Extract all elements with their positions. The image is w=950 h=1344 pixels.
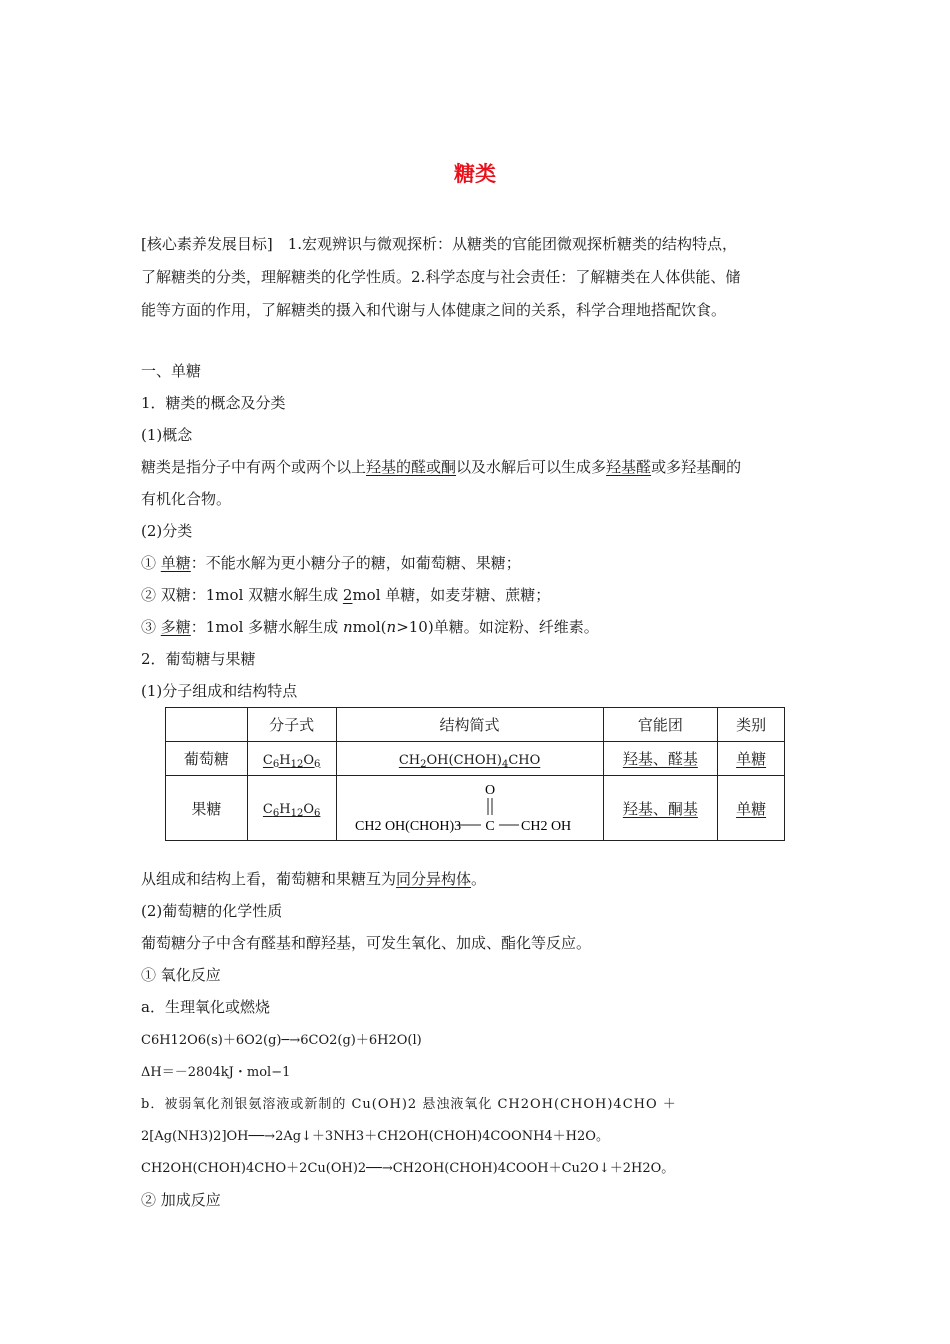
concept-answer-2: 羟基醛 (606, 458, 652, 476)
table-cell-type (718, 742, 785, 776)
table-cell-formula: $C_6H_{12}O_6$ (247, 776, 336, 841)
silver-mirror-equation: 2[Ag(NH3)2]OH──→2Ag↓＋3NH3＋CH2OH(CHOH)4COONH4＋H2O。 (141, 1129, 609, 1144)
combustion-equation: C6H12O6(s)＋6O2(g)─→6CO2(g)＋6H2O(l) (141, 1033, 422, 1048)
concept-text-part: 以及水解后可以生成多 (456, 458, 607, 476)
concept-text (141, 456, 741, 477)
copper-hydroxide-equation: CH2OH(CHOH)4CHO＋2Cu(OH)2──→CH2OH(CHOH)4COOH＋Cu2O↓＋2H2O。 (141, 1161, 675, 1176)
table-header-cell: 分子式 (247, 708, 336, 742)
class-item-part: mol( (352, 618, 387, 636)
class-answer: 多糖 (160, 618, 191, 636)
class-item-part: ① (141, 554, 161, 572)
table-cell-name: 葡萄糖 (166, 742, 248, 776)
groups-answer: 羟基、醛基 (622, 750, 698, 768)
classification-heading: (2)分类 (141, 522, 193, 540)
enthalpy-value: ΔH＝－2804kJ・mol−1 (141, 1065, 291, 1080)
concept-text-line-2: 有机化合物。 (141, 490, 232, 508)
oxidation-item-b-line-1: b．被弱氧化剂银氨溶液或新制的 Cu(OH)2 悬浊液氧化 CH2OH(CHOH)4CHO ＋ (141, 1097, 677, 1112)
table-header-cell: 类别 (718, 708, 785, 742)
class-item-disaccharide (141, 584, 550, 605)
class-answer: 单糖 (160, 554, 191, 572)
fructose-left-chain: CH2 OH(CHOH)3 (354, 819, 461, 834)
carbonyl-carbon: C (484, 819, 495, 834)
addition-heading: ② 加成反应 (141, 1191, 221, 1209)
class-item-polysaccharide (141, 616, 599, 637)
class-item-part: mol 单糖，如麦芽糖、蔗糖； (352, 586, 551, 604)
table-header-cell (166, 708, 248, 742)
objectives-line-2: 了解糖类的分类，理解糖类的化学性质。2.科学态度与社会责任：了解糖类在人体供能、储 (141, 268, 741, 286)
table-row (166, 776, 785, 841)
class-item-part: ③ (141, 618, 161, 636)
table-header-row (166, 708, 785, 742)
concept-text-part: 糖类是指分子中有两个或两个以上 (141, 458, 367, 476)
concept-text-part: 或多羟基酮的 (651, 458, 742, 476)
structure-heading: (1)分子组成和结构特点 (141, 682, 298, 700)
type-answer: 单糖 (736, 750, 767, 768)
isomer-answer: 同分异构体 (396, 870, 472, 888)
objectives-line-3: 能等方面的作用，了解糖类的摄入和代谢与人体健康之间的关系，科学合理地搭配饮食。 (141, 301, 727, 319)
chemical-properties-heading: (2)葡萄糖的化学性质 (141, 902, 283, 920)
isomer-text-part: 从组成和结构上看，葡萄糖和果糖互为 (141, 870, 397, 888)
subsection-heading-2: 2．葡萄糖与果糖 (141, 650, 256, 668)
fructose-right-chain: CH2 OH (520, 819, 571, 834)
oxidation-heading: ① 氧化反应 (141, 966, 221, 984)
table-cell-structure: $CH_2OH(CHOH)_4CHO$ (336, 742, 603, 776)
class-item-monosaccharide (141, 552, 521, 573)
class-answer: 2 (342, 586, 353, 604)
objectives-line-1: [核心素养发展目标] 1.宏观辨识与微观探析：从糖类的官能团微观探析糖类的结构特点， (141, 235, 738, 253)
table-cell-formula: $C_6H_{12}O_6$ (247, 742, 336, 776)
concept-answer-1: 羟基的醛或酮 (366, 458, 457, 476)
isomer-text-part: 。 (471, 870, 487, 888)
class-item-part: ：不能水解为更小糖分子的糖，如葡萄糖、果糖； (190, 554, 521, 572)
class-variable: n (386, 618, 397, 636)
carbonyl-oxygen: O (484, 783, 495, 798)
groups-answer: 羟基、酮基 (622, 799, 698, 818)
class-item-part: ② 双糖：1mol 双糖水解生成 (141, 586, 343, 604)
table-cell-name: 果糖 (166, 776, 248, 841)
class-item-part: >10)单糖。如淀粉、纤维素。 (396, 618, 599, 636)
page-title: 糖类 (454, 162, 496, 186)
table-cell-type (718, 776, 785, 841)
table-cell-groups (603, 776, 718, 841)
type-answer: 单糖 (736, 799, 767, 818)
table-cell-groups (603, 742, 718, 776)
section-heading: 一、单糖 (141, 362, 202, 380)
table-row (166, 742, 785, 776)
isomer-statement (141, 868, 486, 889)
sugar-property-table (165, 707, 785, 841)
concept-heading: (1)概念 (141, 426, 193, 444)
fructose-structure-diagram (345, 778, 595, 838)
subsection-heading: 1．糖类的概念及分类 (141, 394, 286, 412)
table-header-cell: 官能团 (603, 708, 718, 742)
table-header-cell: 结构简式 (336, 708, 603, 742)
class-item-part: ：1mol 多糖水解生成 (190, 618, 343, 636)
table-cell-structure (336, 776, 603, 841)
class-variable: n (342, 618, 353, 636)
oxidation-item-a: a．生理氧化或燃烧 (141, 998, 270, 1016)
chemical-properties-text: 葡萄糖分子中含有醛基和醇羟基，可发生氧化、加成、酯化等反应。 (141, 934, 592, 952)
